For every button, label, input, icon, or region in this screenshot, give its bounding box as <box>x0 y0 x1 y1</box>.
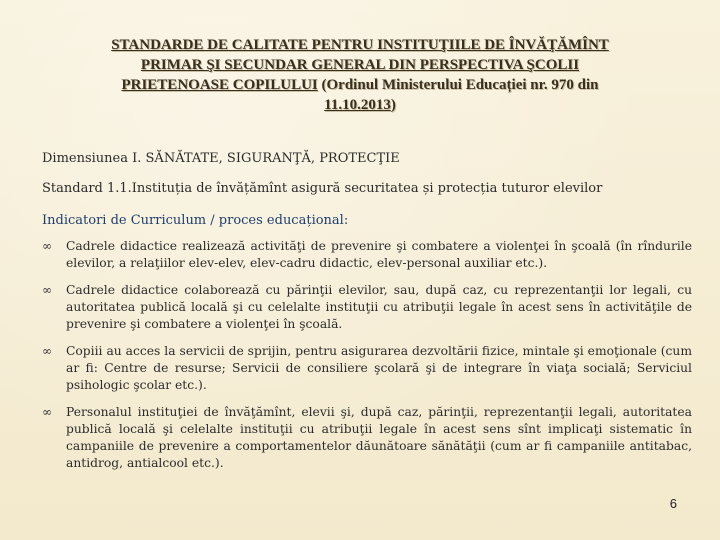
title-line-3b: (Ordinul Ministerului Educației nr. 970 din <box>317 77 599 93</box>
list-item <box>42 282 692 333</box>
indicators-heading: Indicatori de Curriculum / proces educațional: <box>42 213 349 228</box>
list-item-text: Cadrele didactice realizează activităţi de prevenire şi combatere a violenţei în şcoală (în rîndurile elevilor, a relaţiilor elev-elev, elev-cadru didactic, elev-personal auxiliar etc.). <box>66 239 692 270</box>
dimension-heading: Dimensiunea I. SĂNĂTATE, SIGURANŢĂ, PROTECŢIE <box>42 151 400 166</box>
list-item-text: Cadrele didactice colaborează cu părinţii elevilor, sau, după caz, cu reprezentanţii lor legali, cu autoritatea publică locală şi cu celelalte instituţii cu atribuţii legale în acest sens în activităţile de prevenire şi combatere a violenţei în şcoală. <box>66 283 692 331</box>
wavy-bullet-icon: ∞ <box>42 239 52 253</box>
standard-heading: Standard 1.1.Instituția de învățămînt asigură securitatea și protecția tuturor elevilor <box>42 181 603 196</box>
title-line-4: 11.10.2013 <box>324 97 391 113</box>
wavy-bullet-icon: ∞ <box>42 405 52 419</box>
wavy-bullet-icon: ∞ <box>42 344 52 358</box>
wavy-bullet-icon: ∞ <box>42 283 52 297</box>
list-item-text: Personalul instituţiei de învăţămînt, elevii şi, după caz, părinţii, reprezentanţii legali, autoritatea publică locală şi celelalte instituţii cu atribuţii legale în acest sens sînt implicaţi sistematic în campaniile de prevenire a comportamentelor dăunătoare sănătăţii (cum ar fi campaniile antitabac, antidrog, antialcool etc.). <box>66 405 692 470</box>
list-item <box>42 343 692 394</box>
title-line-2: PRIMAR ŞI SECUNDAR GENERAL DIN PERSPECTIVA ŞCOLII <box>140 57 580 73</box>
title-line-1: STANDARDE DE CALITATE PENTRU INSTITUŢIILE DE ÎNVĂŢĂMÎNT <box>111 37 609 53</box>
list-item <box>42 404 692 472</box>
indicators-list <box>42 238 692 482</box>
list-item <box>42 238 692 272</box>
list-item-text: Copiii au acces la servicii de sprijin, pentru asigurarea dezvoltării fizice, mintale şi emoţionale (cum ar fi: Centre de resurse; Servicii de consiliere şcolară şi de integrare în viaţa socială; Serviciul psihologic şcolar etc.). <box>66 344 692 392</box>
page-number: 6 <box>669 496 677 511</box>
page-title <box>40 35 680 115</box>
title-line-4b: ) <box>390 97 396 113</box>
title-line-3a: PRIETENOASE COPILULUI <box>121 77 318 93</box>
